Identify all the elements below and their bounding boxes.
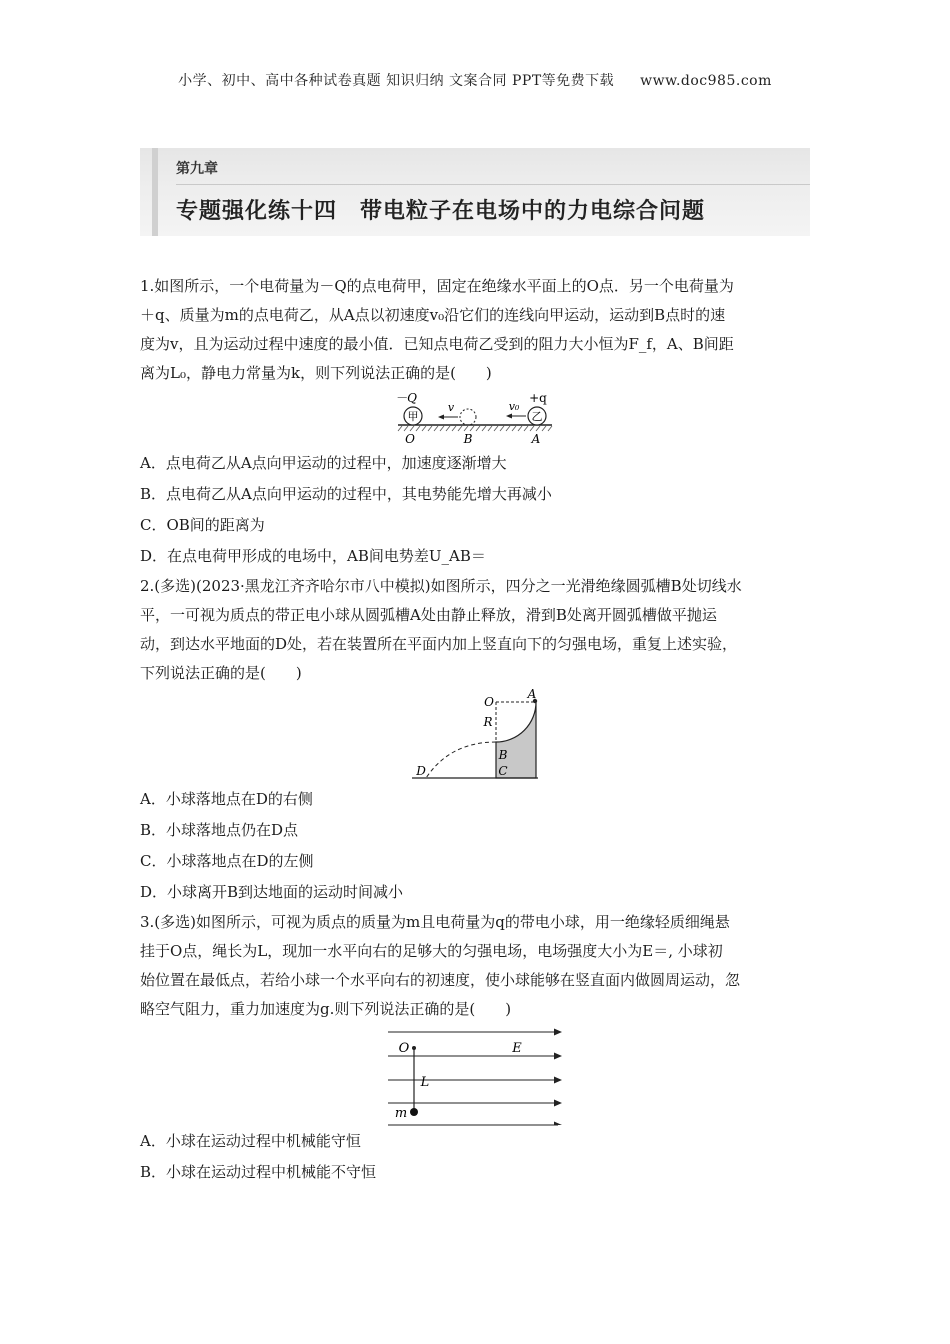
q1-line: 1.如图所示，一个电荷量为－Q的点电荷甲，固定在绝缘水平面上的O点．另一个电荷量为 <box>140 277 734 295</box>
charge-jia-label: 甲 <box>407 410 419 423</box>
question-1 <box>140 272 812 572</box>
label-r: R <box>483 715 493 729</box>
chapter-label: 第九章 <box>176 161 218 177</box>
banner-stripe <box>152 148 158 236</box>
q2-figure <box>140 688 812 784</box>
q1-diagram <box>140 388 812 448</box>
label-c: C <box>498 764 508 778</box>
q3-line: 3.(多选)如图所示，可视为质点的质量为m且电荷量为q的带电小球，用一绝缘轻质细绳悬 <box>140 913 730 931</box>
q1-option-d: D．在点电荷甲形成的电场中，AB间电势差U_AB＝ <box>140 547 486 565</box>
charge-right-label: +q <box>529 391 547 405</box>
header-url[interactable]: www.doc985.com <box>640 73 772 89</box>
label-a: A <box>527 688 537 701</box>
position-b-ball <box>460 409 476 425</box>
label-m: m <box>394 1106 408 1121</box>
q1-line: 离为L₀，静电力常量为k，则下列说法正确的是( ) <box>140 364 492 382</box>
banner-divider <box>176 184 810 185</box>
velocity-v-label: v <box>447 401 455 414</box>
q3-line: 挂于O点，绳长为L，现加一水平向右的足够大的匀强电场，电场强度大小为E＝, 小球初 <box>140 942 723 960</box>
q1-line: 度为v，且为运动过程中速度的最小值．已知点电荷乙受到的阻力大小恒为F_f，A、B间距 <box>140 335 734 353</box>
q1-option-a: A．点电荷乙从A点向甲运动的过程中，加速度逐渐增大 <box>140 454 507 472</box>
chapter-banner <box>140 148 810 236</box>
label-o: O <box>484 695 494 709</box>
header-text: 小学、初中、高中各种试卷真题 知识归纳 文案合同 PPT等免费下载 <box>178 73 615 89</box>
pivot-point <box>412 1046 416 1050</box>
q1-figure <box>140 388 812 448</box>
q3-diagram <box>140 1024 812 1126</box>
q2-option-a: A．小球落地点在D的右侧 <box>140 790 313 808</box>
q2-option-d: D．小球离开B到达地面的运动时间减小 <box>140 883 404 901</box>
q2-option-b: B．小球落地点仍在D点 <box>140 821 299 839</box>
charge-left-label: －Q <box>395 391 417 405</box>
page-header <box>0 70 950 90</box>
velocity-v0-label: v₀ <box>508 400 520 413</box>
page-title: 专题强化练十四 带电粒子在电场中的力电综合问题 <box>176 199 706 224</box>
point-o-label: O <box>405 432 415 446</box>
q1-option-c: C．OB间的距离为 <box>140 516 265 534</box>
point-a-label: A <box>531 432 541 446</box>
label-d: D <box>416 764 426 778</box>
q2-diagram <box>140 688 812 784</box>
q2-line: 2.(多选)(2023·黑龙江齐齐哈尔市八中模拟)如图所示，四分之一光滑绝缘圆弧槽B处切线水 <box>140 577 742 595</box>
q2-option-c: C．小球落地点在D的左侧 <box>140 852 314 870</box>
question-3 <box>140 908 812 1188</box>
q3-line: 始位置在最低点，若给小球一个水平向右的初速度，使小球能够在竖直面内做圆周运动，忽 <box>140 971 741 989</box>
label-o: O <box>398 1041 410 1056</box>
q3-option-b: B．小球在运动过程中机械能不守恒 <box>140 1163 377 1181</box>
charge-yi-label: 乙 <box>531 410 543 423</box>
q1-line: ＋q、质量为m的点电荷乙，从A点以初速度v₀沿它们的连线向甲运动，运动到B点时的速 <box>140 306 726 324</box>
q2-line: 动，到达水平地面的D处，若在装置所在平面内加上竖直向下的匀强电场，重复上述实验， <box>140 635 738 653</box>
label-e: E <box>512 1041 522 1056</box>
q2-line: 平，一可视为质点的带正电小球从圆弧槽A处由静止释放，滑到B处离开圆弧槽做平抛运 <box>140 606 717 624</box>
q2-line: 下列说法正确的是( ) <box>140 664 302 682</box>
label-l: L <box>420 1075 430 1090</box>
ball-m <box>410 1108 418 1116</box>
q3-option-a: A．小球在运动过程中机械能守恒 <box>140 1132 361 1150</box>
question-2 <box>140 572 812 908</box>
q3-line: 略空气阻力，重力加速度为g.则下列说法正确的是( ) <box>140 1000 512 1018</box>
trajectory-path <box>426 742 496 778</box>
q1-option-b: B．点电荷乙从A点向甲运动的过程中，其电势能先增大再减小 <box>140 485 552 503</box>
question-content <box>140 272 812 1188</box>
point-b-label: B <box>463 432 473 446</box>
label-b: B <box>498 748 508 762</box>
q3-figure <box>140 1024 812 1126</box>
